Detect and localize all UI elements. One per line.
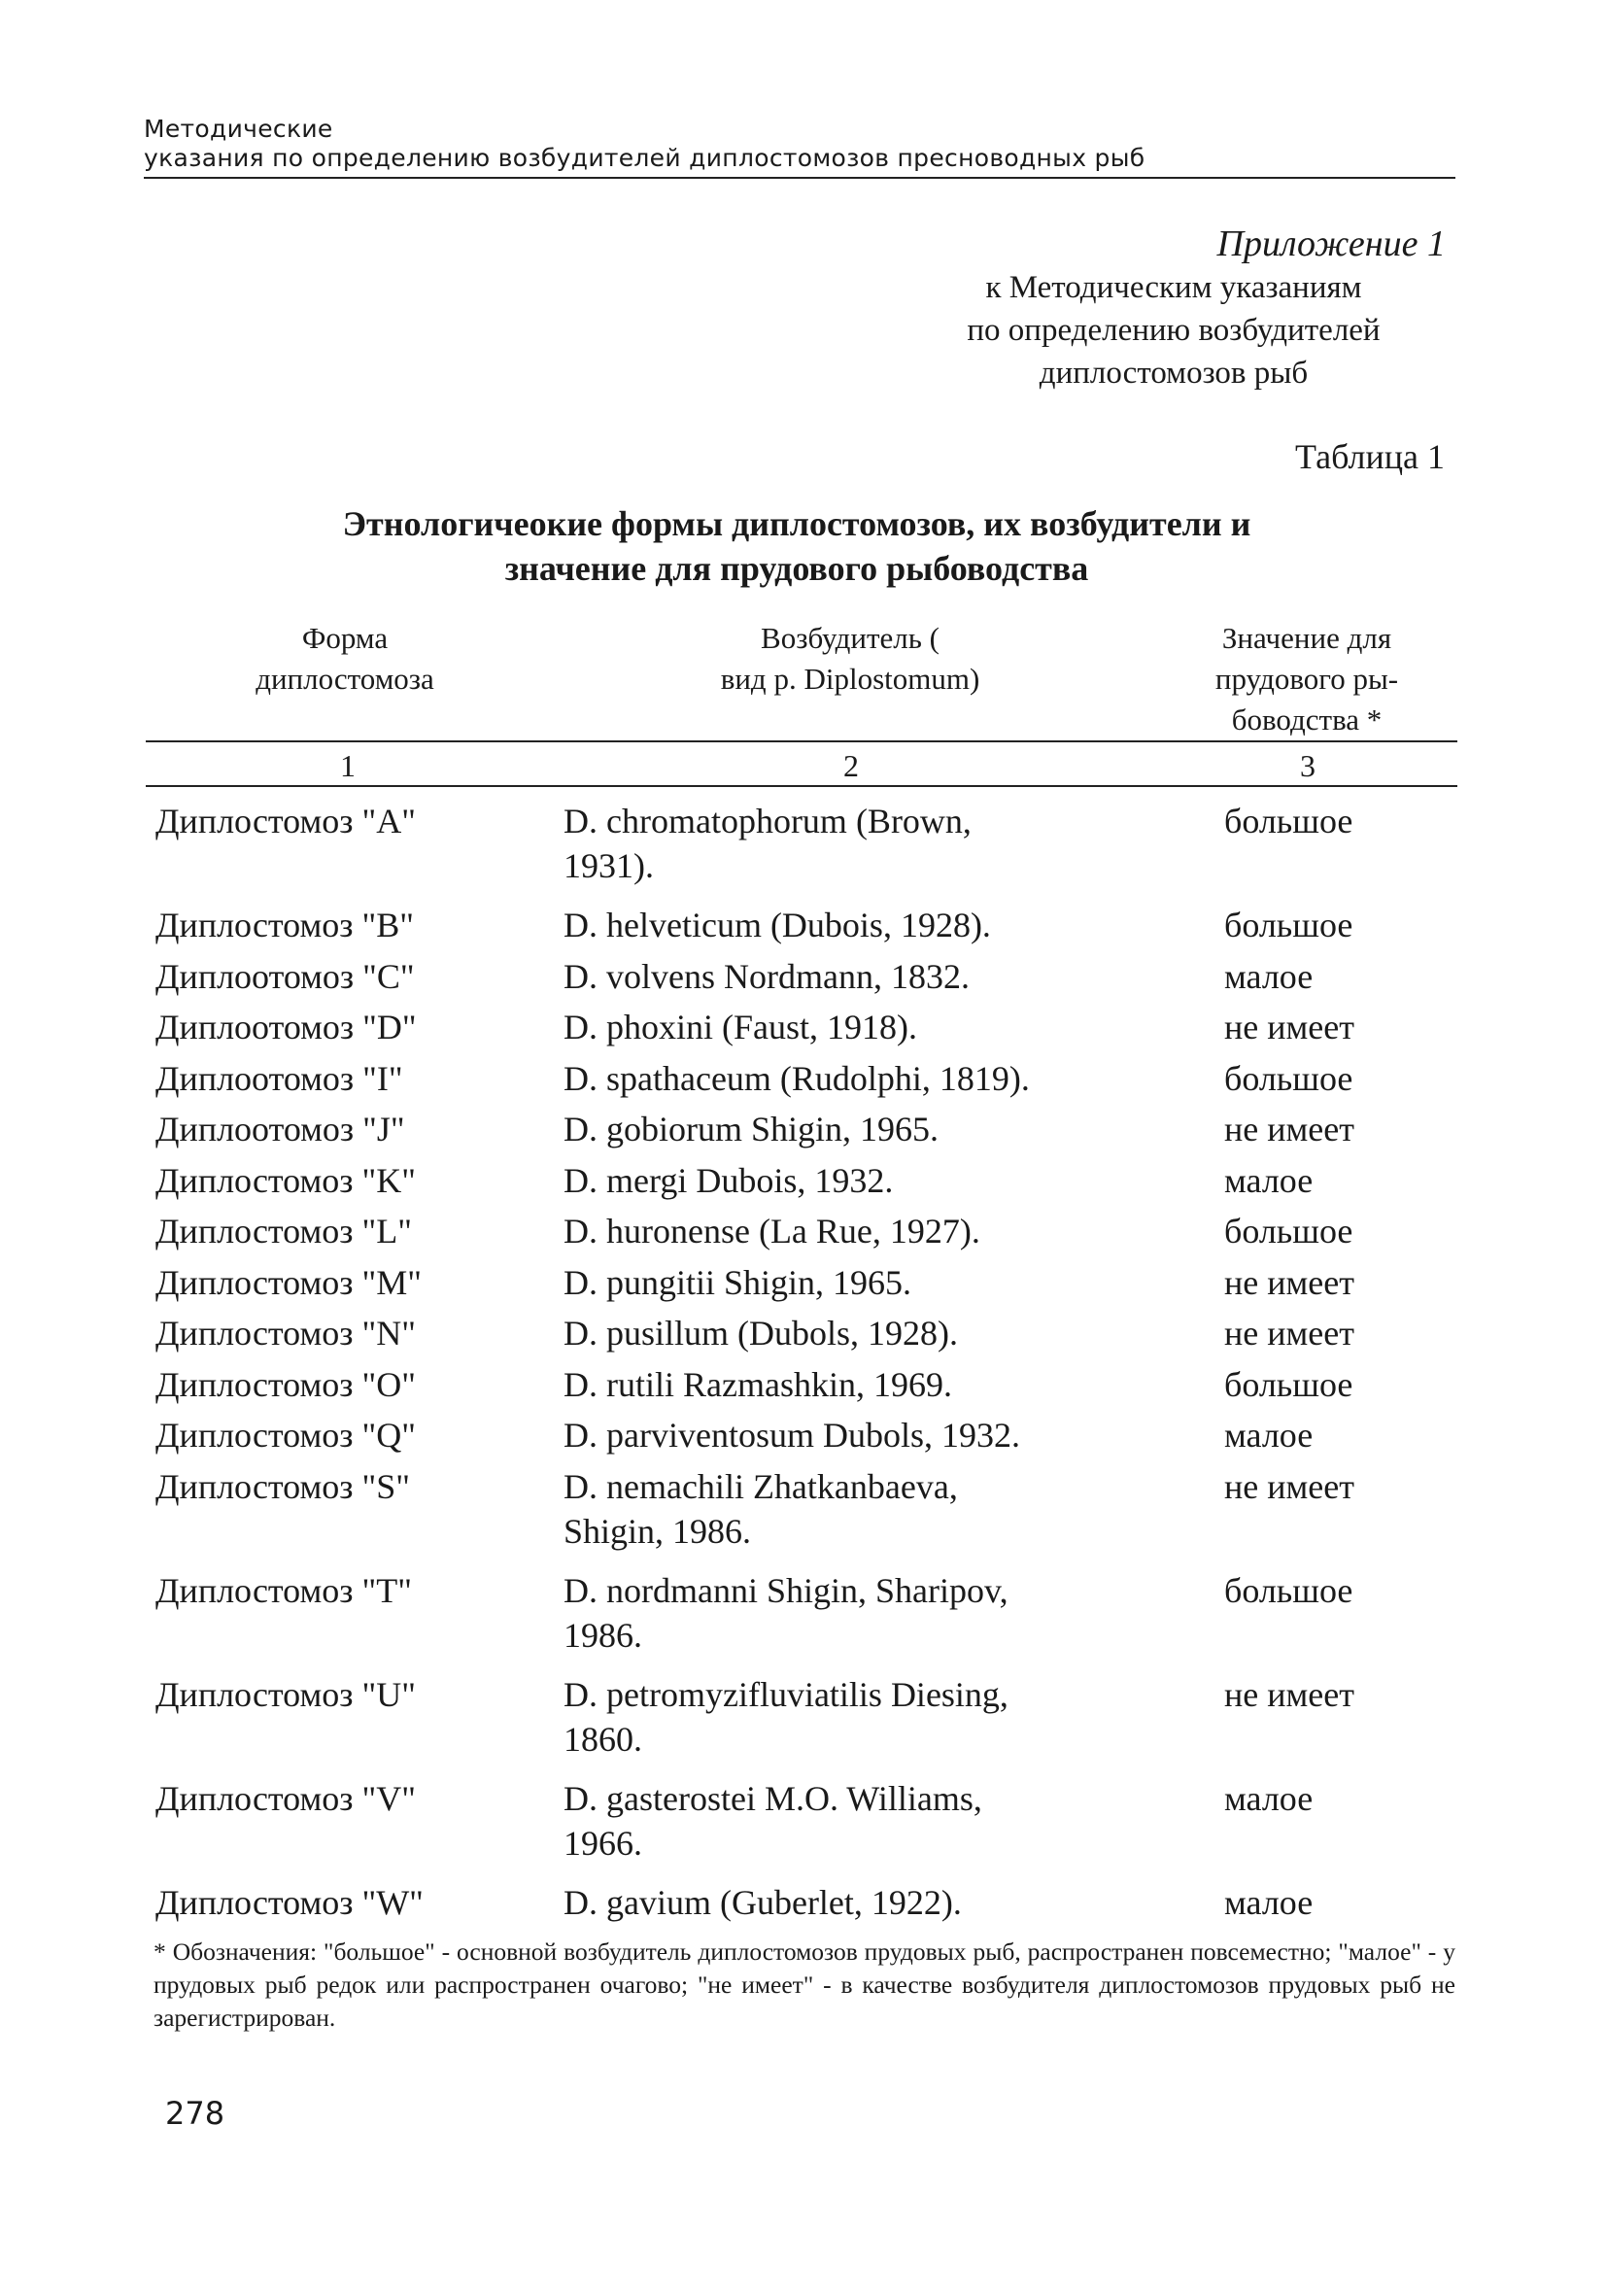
header-value [1161, 618, 1452, 740]
cell-value: не имеет [1224, 1008, 1354, 1046]
cell-agent-line2: 1931). [564, 846, 654, 885]
cell-form: Диплостомоз "T" [155, 1570, 412, 1610]
table-title-line2: значение для прудового рыбоводства [504, 549, 1089, 588]
table-row [146, 1311, 1457, 1362]
cell-agent [564, 1158, 1321, 1203]
cell-agent-line1: D. phoxini (Faust, 1918). [564, 1008, 917, 1046]
cell-agent-line1: D. pungitii Shigin, 1965. [564, 1262, 912, 1302]
cell-agent-line2: 1860. [564, 1719, 642, 1759]
table-number: Таблица 1 [1295, 437, 1445, 476]
cell-agent-line2: 1986. [564, 1615, 642, 1655]
cell-agent [564, 903, 1321, 947]
cell-form: Диплостомоз "N" [155, 1314, 416, 1353]
cell-value: большое [1224, 1058, 1353, 1098]
header-form [204, 618, 486, 700]
appendix-line2: по определению возбудителей [967, 313, 1381, 348]
table-row [146, 799, 1457, 903]
table-row [146, 1776, 1457, 1880]
cell-value: большое [1224, 906, 1353, 944]
cell-form: Диплостомоз "V" [155, 1778, 416, 1818]
cell-agent-line1: D. gavium (Guberlet, 1922). [564, 1882, 962, 1922]
cell-agent-line1: D. gasterostei M.O. Williams, [564, 1778, 982, 1818]
cell-form: Диплостомоз "В" [155, 906, 414, 944]
header-agent [651, 618, 1049, 700]
cell-agent [564, 1260, 1321, 1305]
cell-form: Диплоотомоз "I" [155, 1058, 403, 1098]
cell-agent [564, 1209, 1321, 1253]
cell-form: Диплостомоз "Q" [155, 1416, 416, 1455]
cell-agent [564, 1107, 1321, 1151]
appendix-line3: диплостомозов рыб [1039, 356, 1309, 391]
cell-agent [564, 1880, 1321, 1925]
cell-value: малое [1224, 1416, 1314, 1455]
cell-agent-line1: D. helveticum (Dubois, 1928). [564, 906, 991, 944]
cell-agent-line2: 1966. [564, 1823, 642, 1863]
cell-value: не имеет [1224, 1466, 1354, 1506]
cell-agent-line2: Shigin, 1986. [564, 1511, 752, 1551]
cell-agent-line1: D. rutili Razmashkin, 1969. [564, 1364, 952, 1404]
cell-value: большое [1224, 1212, 1353, 1251]
cell-agent-line1: D. volvens Nordmann, 1832. [564, 956, 970, 996]
table-row [146, 1005, 1457, 1056]
cell-form: Диплоотомоз "J" [155, 1110, 405, 1148]
cell-value: малое [1224, 1160, 1314, 1200]
appendix-block [902, 222, 1446, 394]
cell-agent-line1: D. huronense (La Rue, 1927). [564, 1212, 980, 1251]
header-agent-line1: Возбудитель ( [761, 621, 940, 655]
table-row [146, 1209, 1457, 1260]
cell-value: большое [1224, 1570, 1353, 1610]
cell-form: Диплостомоз "M" [155, 1262, 422, 1302]
cell-agent [564, 1056, 1321, 1101]
table-body [146, 799, 1457, 1931]
table-row [146, 1260, 1457, 1312]
table-row [146, 1362, 1457, 1414]
cell-form: Диплостомоз "О" [155, 1364, 416, 1404]
column-number-3: 3 [1300, 748, 1316, 783]
cell-agent-line1: D. nemachili Zhatkanbaeva, [564, 1466, 958, 1506]
cell-value: не имеет [1224, 1110, 1354, 1148]
cell-agent-line1: D. pusillum (Dubols, 1928). [564, 1314, 959, 1353]
header-value-line1: Значение для [1221, 621, 1392, 655]
cell-agent [564, 954, 1321, 999]
cell-form: Диплостомоз "L" [155, 1212, 412, 1251]
header-value-line2: прудового ры- [1214, 662, 1399, 696]
cell-agent [564, 1464, 1321, 1554]
cell-agent-line1: D. gobiorum Shigin, 1965. [564, 1110, 940, 1148]
page-number: 278 [165, 2095, 225, 2132]
running-head-line2: указания по определению возбудителей диплостомозов пресноводных рыб [144, 144, 1145, 172]
cell-agent [564, 1776, 1321, 1866]
table-row [146, 1158, 1457, 1210]
column-number-1: 1 [340, 748, 356, 783]
cell-form: Диплоотомоз "С" [155, 956, 415, 996]
table-row [146, 954, 1457, 1006]
footnote: * Обозначения: "большое" - основной возбудитель диплостомозов прудовых рыб, распространен повсеместно; "малое" - у прудовых рыб редок или распространен очагово; "не имеет" - в качестве возбудителя диплостомозов прудовых рыб не зарегистрирован. [154, 1937, 1455, 2032]
table-title [146, 501, 1448, 591]
cell-agent [564, 1568, 1321, 1658]
table-row [146, 1107, 1457, 1158]
cell-value: малое [1224, 1778, 1314, 1818]
running-head [144, 115, 1455, 179]
table-row [146, 1413, 1457, 1464]
header-form-line1: Форма [301, 621, 389, 655]
appendix-title: Приложение 1 [1216, 223, 1446, 264]
cell-agent-line1: D. parviventosum Dubols, 1932. [564, 1416, 1020, 1455]
cell-agent [564, 1413, 1321, 1457]
table-row [146, 1672, 1457, 1776]
cell-form: Диплостомоз "А" [155, 802, 416, 840]
table-row [146, 1056, 1457, 1108]
cell-value: большое [1224, 1364, 1353, 1404]
cell-agent [564, 1362, 1321, 1407]
column-number-rule [146, 785, 1457, 787]
cell-agent-line1: D. petromyzifluviatilis Diesing, [564, 1674, 1008, 1714]
header-rule [146, 740, 1457, 742]
table-row [146, 1464, 1457, 1568]
running-head-line1: Методические [144, 115, 333, 143]
table-row [146, 1880, 1457, 1932]
cell-form: Диплостомоз "U" [155, 1674, 416, 1714]
header-form-line2: диплостомоза [256, 662, 434, 696]
cell-form: Диплостомоз "K" [155, 1160, 416, 1200]
column-number-2: 2 [843, 748, 859, 783]
cell-agent [564, 1311, 1321, 1355]
cell-value: не имеет [1224, 1674, 1354, 1714]
cell-form: Диплостомоз "W" [155, 1882, 424, 1922]
cell-value: большое [1224, 802, 1353, 840]
cell-value: малое [1224, 1882, 1314, 1922]
cell-agent-line1: D. spathaceum (Rudolphi, 1819). [564, 1058, 1030, 1098]
header-agent-line2: вид р. Diplostomum) [720, 662, 980, 696]
cell-agent [564, 1005, 1321, 1049]
table-row [146, 1568, 1457, 1672]
header-value-line3: бoводства * [1231, 703, 1383, 737]
appendix-line1: к Методическим указаниям [985, 270, 1362, 305]
cell-agent-line1: D. chromatophorum (Brown, [564, 802, 972, 840]
cell-agent-line1: D. nordmanni Shigin, Sharipov, [564, 1570, 1008, 1610]
cell-form: Диплостомоз "S" [155, 1466, 410, 1506]
cell-value: не имеет [1224, 1314, 1354, 1353]
cell-form: Диплоотомоз "D" [155, 1008, 417, 1046]
cell-agent [564, 1672, 1321, 1762]
cell-agent [564, 799, 1321, 888]
table-row [146, 903, 1457, 954]
cell-value: не имеет [1224, 1262, 1354, 1302]
cell-value: малое [1224, 956, 1314, 996]
table-title-line1: Этнологичеокие формы диплостомозов, их возбудители и [342, 504, 1251, 543]
cell-agent-line1: D. mergi Dubois, 1932. [564, 1160, 894, 1200]
